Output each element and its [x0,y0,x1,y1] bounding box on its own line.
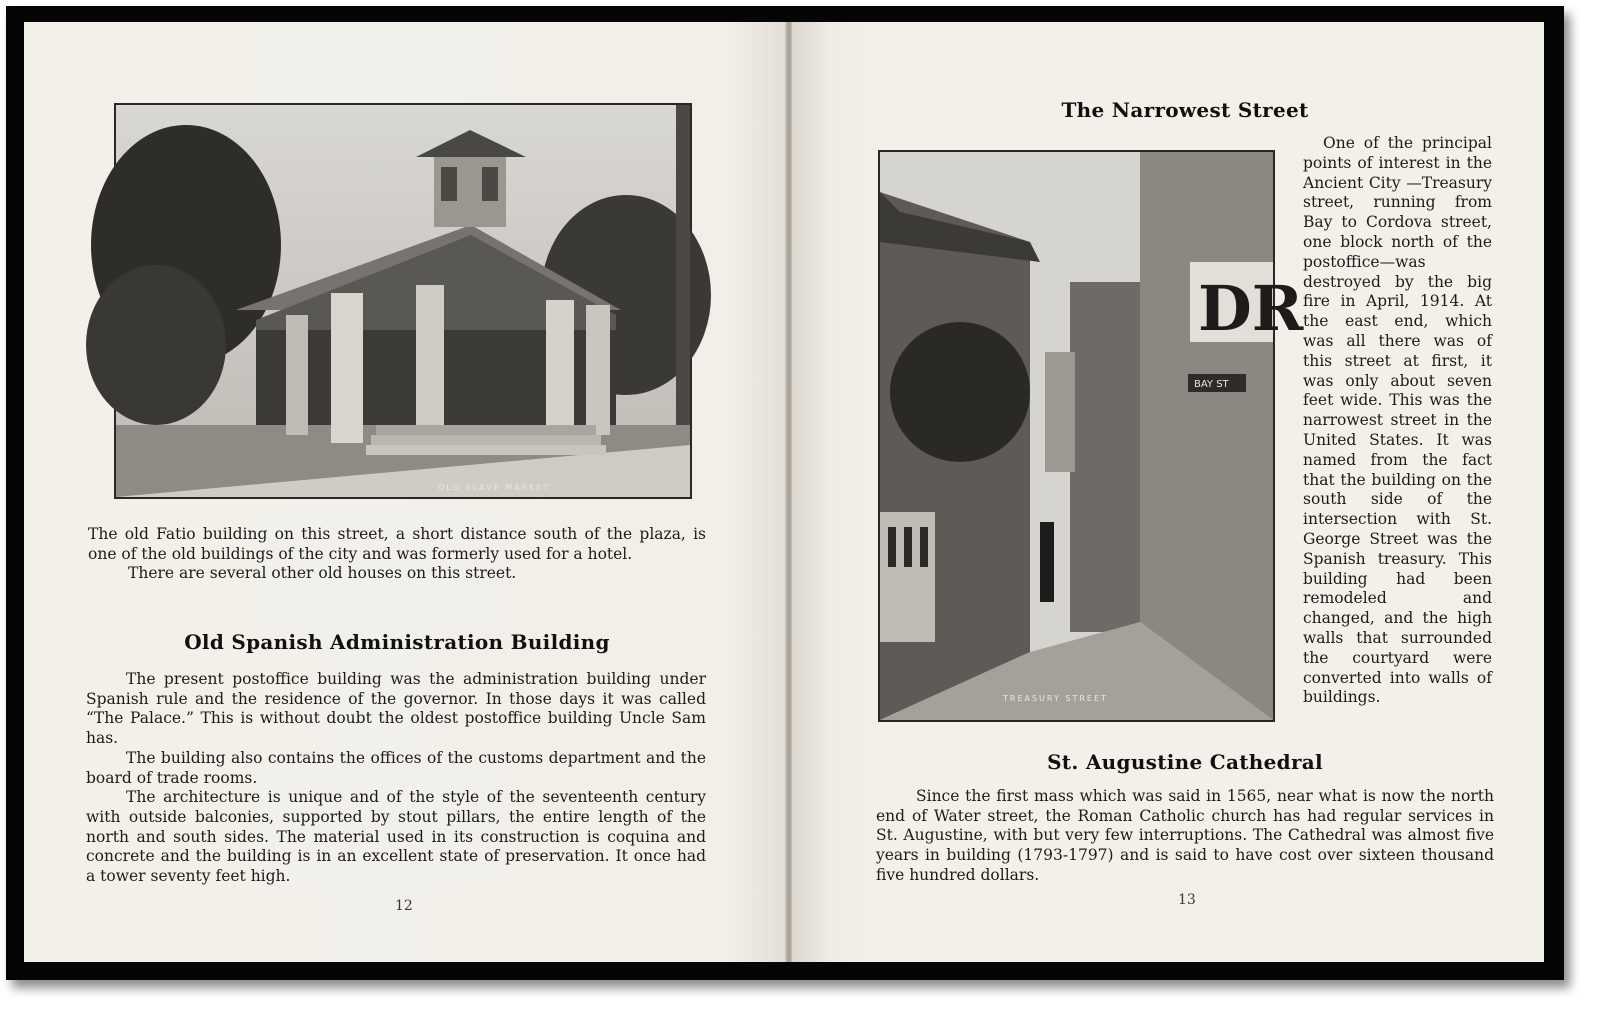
section-paragraph-2: The building also contains the offices of the customs department and the board of trade rooms. [86,748,706,787]
section-paragraph-3: The architecture is unique and of the style of the seventeenth century with outside balconies, supported by stout pillars, the entire length of the north and south sides. The material used in its construction is coquina and concrete and the building is in an excellent state of preservation. It once had a tower seventy feet high. [86,788,706,886]
narrowest-street-text [1303,134,1492,708]
slave-market-photo [114,103,692,499]
treasury-street-illustration [880,152,1304,720]
intro-paragraph-1: The old Fatio building on this street, a short distance south of the plaza, is one of the old buildings of the city and was formerly used for a hotel. [88,525,706,563]
intro-paragraph-2: There are several other old houses on this street. [128,564,517,583]
bay-st-sign: BAY ST [1194,379,1229,390]
wall-letters: DR [1198,272,1304,345]
left-section-text [86,670,706,887]
old-spanish-admin-heading: Old Spanish Administration Building [184,630,610,654]
section-paragraph-1: The present postoffice building was the administration building under Spanish rule and the residence of the governor. In those days it was called “The Palace.” This is without doubt the oldest postoffice building Uncle Sam has. [86,670,706,748]
cathedral-heading: St. Augustine Cathedral [1047,750,1323,774]
right-page-number: 13 [1178,892,1196,908]
cathedral-paragraph: Since the first mass which was said in 1565, near what is now the north end of Water street, the Roman Catholic church has had regular services in St. Augustine, with but very few interruptions. The Cathedral was almost five years in building (1793-1797) and is said to have cost over sixteen thousand five hundred dollars. [876,787,1494,884]
treasury-street-photo [878,150,1304,722]
left-page-number: 12 [395,898,413,914]
narrowest-street-paragraph: One of the principal points of interest in the Ancient City —Treasury street, running from Bay to Cordova street, one block north of the postoffice—was destroyed by the big fire in April, 1914. At the east end, which was all there was of this street at first, it was only about seven feet wide. This was the narrowest street in the United States. It was named from the fact that the building on the south side of the intersection with St. George Street was the Spanish treasury. This building had been remodeled and changed, and the high walls that surrounded the courtyard were converted into walls of buildings. [1303,134,1492,707]
left-intro-text [88,525,706,584]
treasury-street-caption: TREASURY STREET [1003,694,1108,703]
slave-market-illustration [116,105,690,497]
slave-market-caption: OLD SLAVE MARKET [438,483,551,492]
narrowest-street-heading: The Narrowest Street [1061,98,1309,122]
cathedral-text [876,787,1494,886]
